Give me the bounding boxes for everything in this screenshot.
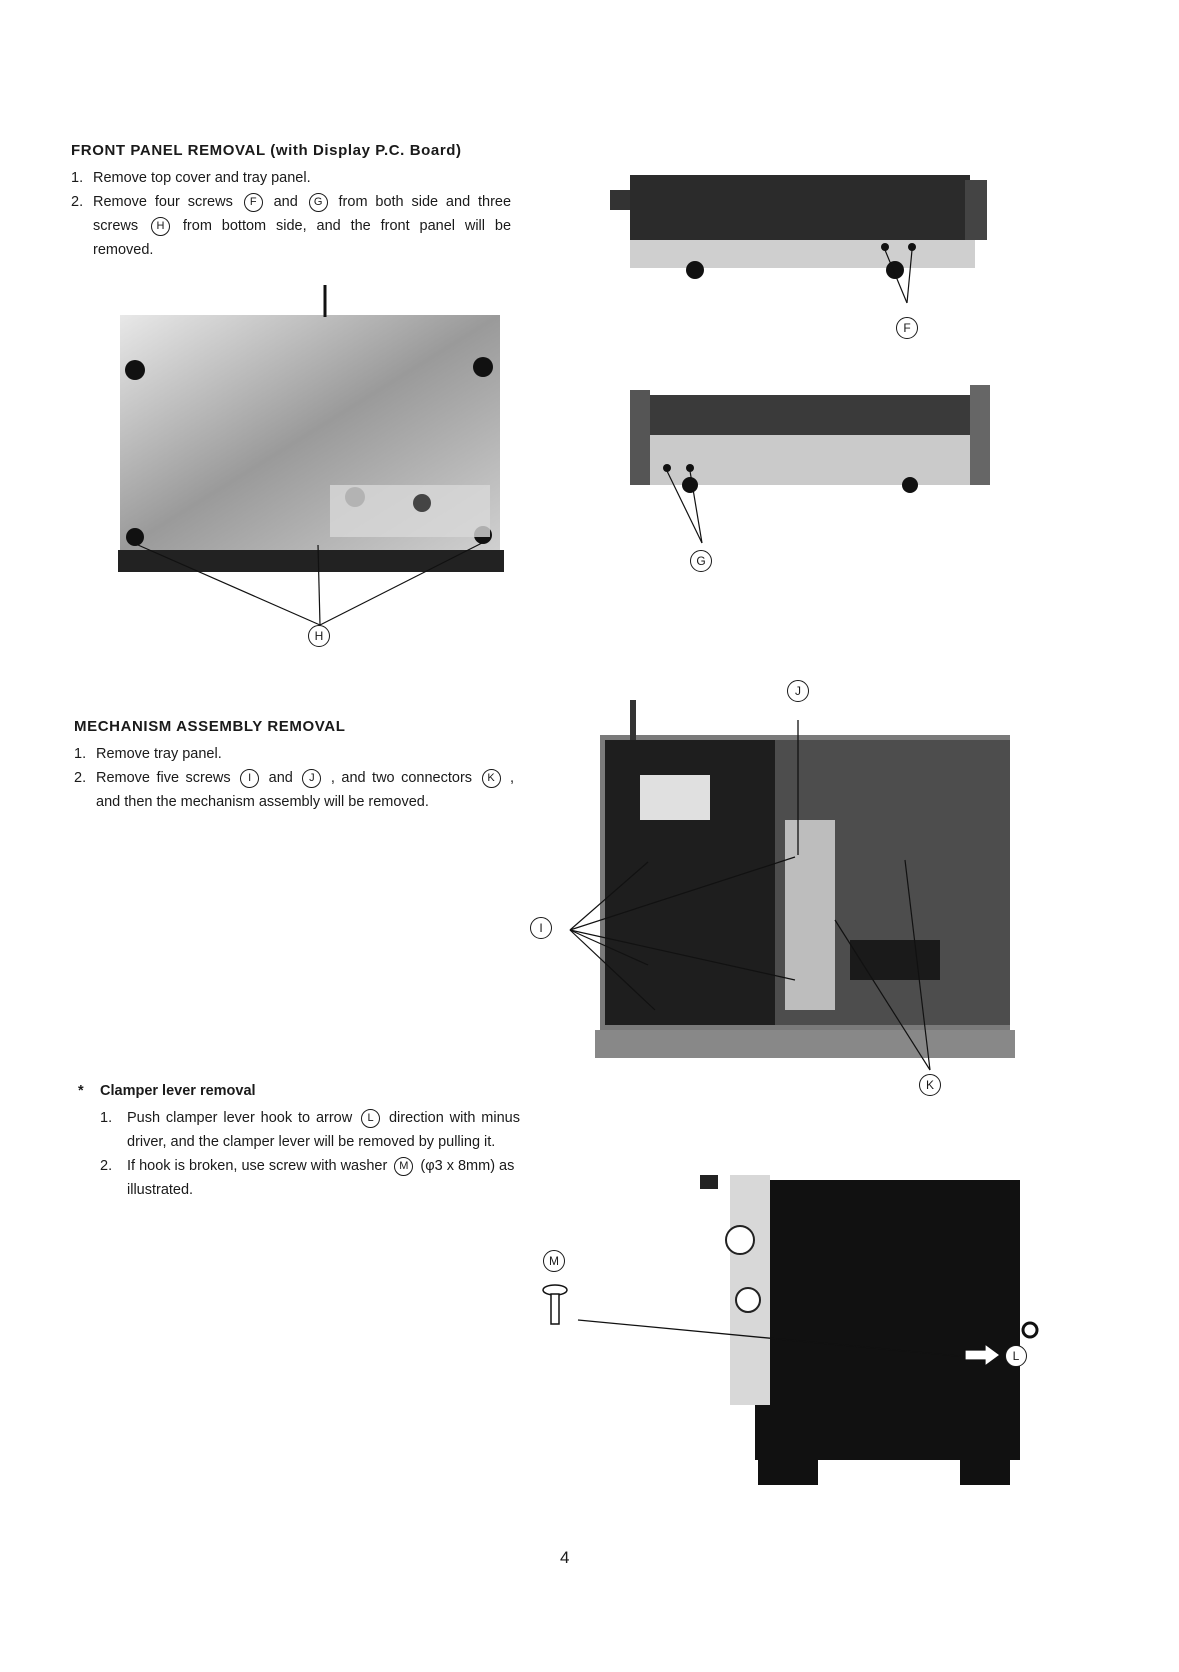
- marker-g: G: [309, 193, 328, 212]
- side-view-f-photo: [610, 160, 1000, 340]
- callout-m: M: [543, 1250, 565, 1272]
- marker-i: I: [240, 769, 259, 788]
- page-number: 4: [560, 1548, 570, 1567]
- marker-j: J: [302, 769, 321, 788]
- mechanism-step-1: 1. Remove tray panel.: [74, 746, 222, 762]
- callout-h: H: [308, 625, 330, 647]
- marker-m: M: [394, 1157, 413, 1176]
- bottom-view-photo: [110, 285, 510, 665]
- mechanism-top-view-photo: [530, 700, 1030, 1100]
- clamper-lever-photo: [530, 1170, 1050, 1490]
- callout-j: J: [787, 680, 809, 702]
- mechanism-title: MECHANISM ASSEMBLY REMOVAL: [74, 718, 346, 735]
- front-panel-steps: [71, 166, 511, 262]
- marker-l: L: [361, 1109, 380, 1128]
- clamper-steps: [100, 1106, 520, 1202]
- callout-f: F: [896, 317, 918, 339]
- mechanism-step-2: 2. Remove five screws I and J , and two connectors K , and then the mechanism assembly will be removed.: [74, 770, 515, 810]
- clamper-title: Clamper lever removal: [100, 1083, 256, 1099]
- clamper-asterisk: *: [78, 1083, 84, 1099]
- mechanism-steps: [74, 742, 514, 814]
- marker-h: H: [151, 217, 170, 236]
- side-view-g-photo: [625, 375, 995, 555]
- front-panel-step-2: 2. Remove four screws F and G from both side and three screws H from bottom side, and the front panel will be removed.: [71, 194, 512, 258]
- clamper-step-1: 1. Push clamper lever hook to arrow L direction with minus driver, and the clamper lever will be removed by pulling it.: [100, 1110, 520, 1150]
- marker-f: F: [244, 193, 263, 212]
- marker-k: K: [482, 769, 501, 788]
- clamper-step-2: 2. If hook is broken, use screw with washer M (φ3 x 8mm) as illustrated.: [100, 1158, 515, 1198]
- callout-g: G: [690, 550, 712, 572]
- callout-i: I: [530, 917, 552, 939]
- callout-k: K: [919, 1074, 941, 1096]
- callout-l: L: [1005, 1345, 1027, 1367]
- front-panel-title: FRONT PANEL REMOVAL (with Display P.C. Board): [71, 142, 462, 159]
- front-panel-step-1: 1. Remove top cover and tray panel.: [71, 170, 311, 186]
